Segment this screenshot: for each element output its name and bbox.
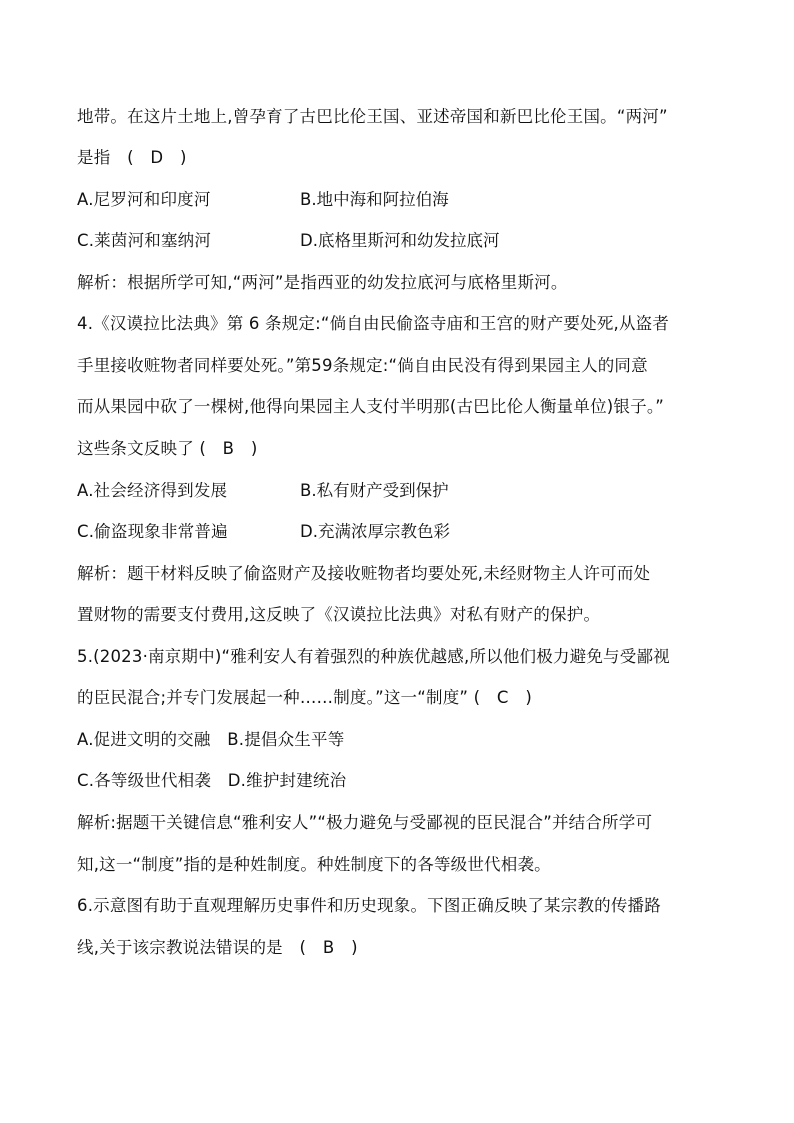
q3-analysis: 解析：根据所学可知,“两河”是指西亚的幼发拉底河与底格里斯河。 xyxy=(77,273,568,292)
q4-analysis-line-2: 置财物的需要支付费用,这反映了《汉谟拉比法典》对私有财产的保护。 xyxy=(77,605,601,624)
q3-stem-line-1: 地带。在这片土地上,曾孕育了古巴比伦王国、亚述帝国和新巴比伦王国。“两河” xyxy=(77,107,668,126)
q5-stem-line-1: 5.(2023·南京期中)“雅利安人有着强烈的种族优越感,所以他们极力避免与受鄙视 xyxy=(77,647,670,666)
q3-option-d: D.底格里斯河和幼发拉底河 xyxy=(300,231,500,250)
q3-option-b: B.地中海和阿拉伯海 xyxy=(300,190,449,209)
q4-stem-line-4: 这些条文反映了 ( B ) xyxy=(77,439,258,458)
q4-stem-line-2: 手里接收赃物者同样要处死。”第59条规定:“倘自由民没有得到果园主人的同意 xyxy=(77,356,648,375)
q4-analysis-line-1: 解析：题干材料反映了偷盗财产及接收赃物者均要处死,未经财物主人许可而处 xyxy=(77,564,651,583)
q4-option-c: C.偷盗现象非常普遍 xyxy=(77,522,228,541)
q3-option-c: C.莱茵河和塞纳河 xyxy=(77,231,212,250)
q6-stem-line-1: 6.示意图有助于直观理解历史事件和历史现象。下图正确反映了某宗教的传播路 xyxy=(77,896,661,915)
q3-stem-line-2: 是指 ( D ) xyxy=(77,148,187,167)
q5-options-line-1: A.促进文明的交融 B.提倡众生平等 xyxy=(77,730,345,749)
q5-analysis-line-2: 知,这一“制度”指的是种姓制度。种姓制度下的各等级世代相袭。 xyxy=(77,855,551,874)
q5-analysis-line-1: 解析:据题干关键信息“雅利安人”“极力避免与受鄙视的臣民混合”并结合所学可 xyxy=(77,813,653,832)
q3-option-a: A.尼罗河和印度河 xyxy=(77,190,211,209)
q5-options-line-2: C.各等级世代相袭 D.维护封建统治 xyxy=(77,771,347,790)
q6-stem-line-2: 线,关于该宗教说法错误的是 ( B ) xyxy=(77,938,358,957)
q4-stem-line-3: 而从果园中砍了一棵树,他得向果园主人支付半明那(古巴比伦人衡量单位)银子。” xyxy=(77,397,665,416)
q5-stem-line-2: 的臣民混合;并专门发展起一种……制度。”这一“制度” ( C ) xyxy=(77,688,532,707)
q4-stem-line-1: 4.《汉谟拉比法典》第 6 条规定:“倘自由民偷盗寺庙和王宫的财产要处死,从盗者 xyxy=(77,314,670,333)
q4-option-b: B.私有财产受到保护 xyxy=(300,481,449,500)
q4-option-a: A.社会经济得到发展 xyxy=(77,481,228,500)
q4-option-d: D.充满浓厚宗教色彩 xyxy=(300,522,450,541)
